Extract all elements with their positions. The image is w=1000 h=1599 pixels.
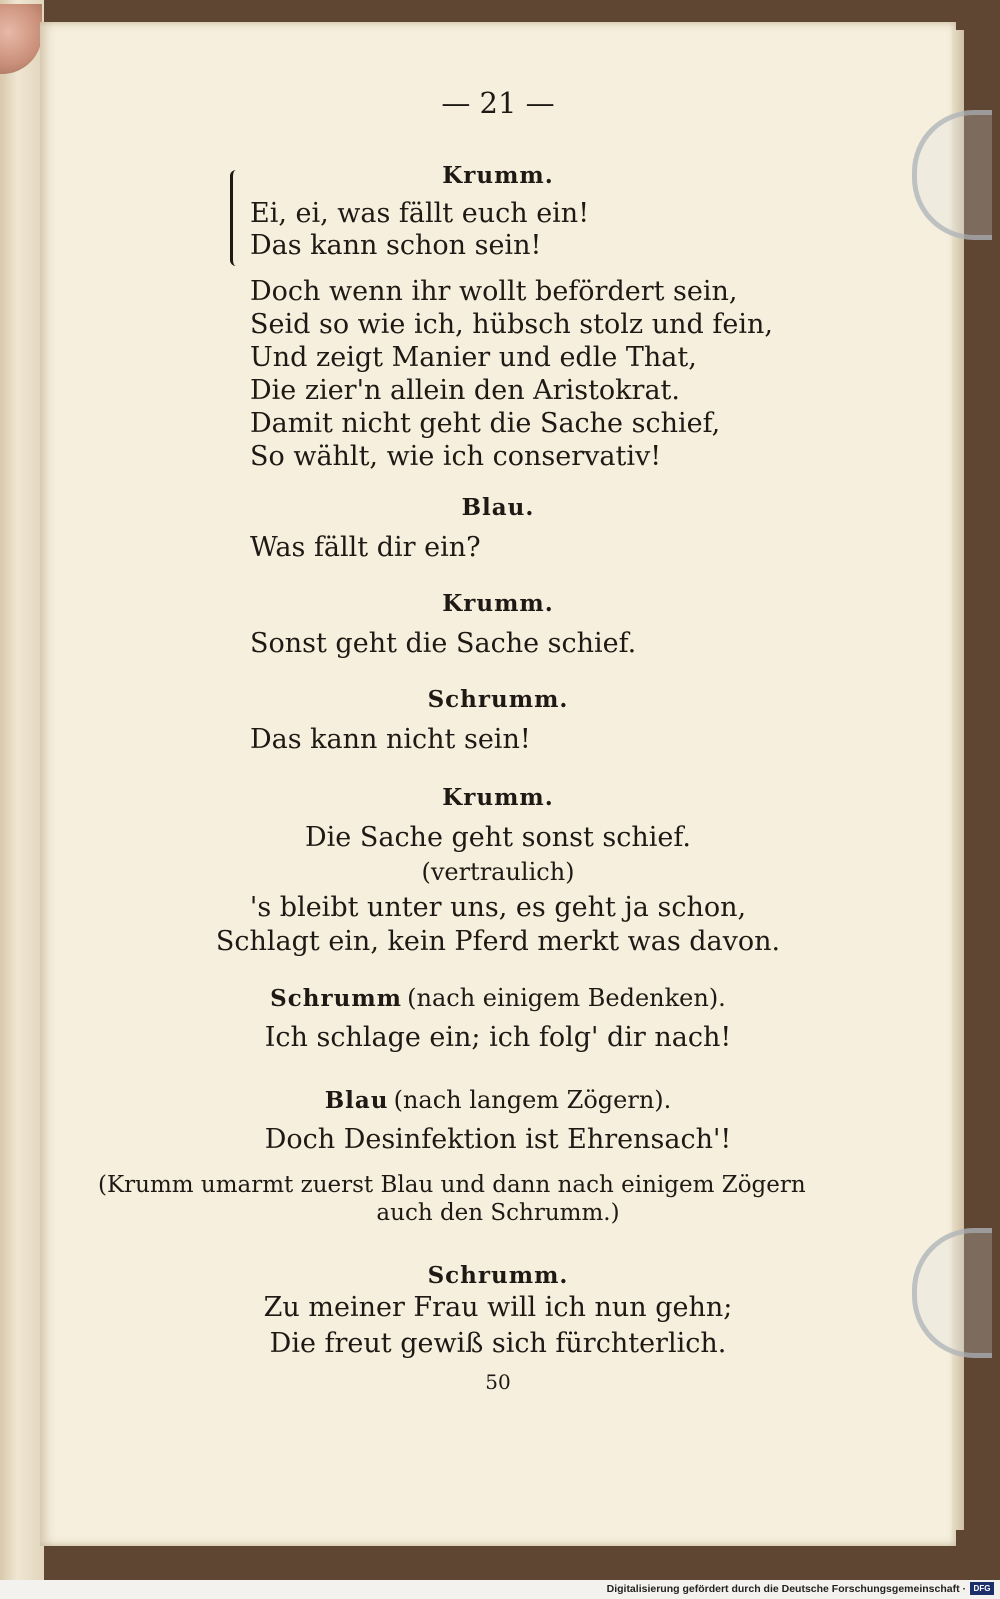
footer-credit: Digitalisierung gefördert durch die Deutsche Forschungsgemeinschaft ·: [606, 1583, 966, 1595]
speaker-blau: Blau: [324, 1087, 389, 1114]
speaker-krumm: Krumm.: [442, 162, 554, 189]
verse-line: So wählt, wie ich conservativ!: [250, 441, 662, 472]
verse-line: 's bleibt unter uns, es geht ja schon,: [249, 892, 747, 923]
verse-line: Die Sache geht sonst schief.: [305, 822, 691, 853]
stage-direction: (vertraulich): [421, 858, 575, 886]
stage-direction: auch den Schrumm.): [376, 1200, 620, 1226]
verse-line: Was fällt dir ein?: [250, 532, 481, 563]
verse-line: Schlagt ein, kein Pferd merkt was davon.: [215, 926, 781, 957]
dfg-logo: DFG: [970, 1582, 994, 1595]
stage-direction: (nach langem Zögern).: [393, 1086, 672, 1114]
speaker-krumm: Krumm.: [442, 784, 554, 811]
speaker-schrumm: Schrumm: [270, 985, 403, 1012]
speaker-line-blau: [40, 1086, 956, 1114]
verse-line: Sonst geht die Sache schief.: [250, 628, 637, 659]
verse-line: Die zier'n allein den Aristokrat.: [250, 375, 680, 406]
speaker-schrumm: Schrumm.: [427, 686, 569, 713]
verse-line: Das kann schon sein!: [250, 230, 542, 261]
previous-page-edge: [0, 0, 44, 1580]
verse-line: Zu meiner Frau will ich nun gehn;: [263, 1292, 733, 1323]
verse-line: Seid so wie ich, hübsch stolz und fein,: [250, 309, 773, 340]
page-number: 50: [485, 1370, 511, 1394]
verse-line: Ich schlage ein; ich folg' dir nach!: [264, 1022, 732, 1053]
speaker-schrumm: Schrumm.: [427, 1262, 569, 1289]
verse-line: Und zeigt Manier und edle That,: [250, 342, 697, 373]
stage-direction: (Krumm umarmt zuerst Blau und dann nach einigem Zögern: [98, 1172, 806, 1198]
speaker-blau: Blau.: [461, 494, 535, 521]
verse-line: Die freut gewiß sich fürchterlich.: [269, 1328, 727, 1359]
speaker-line-schrumm: [40, 984, 956, 1012]
stage-direction: (nach einigem Bedenken).: [407, 984, 726, 1012]
page-content: [40, 22, 956, 1546]
verse-line: Ei, ei, was fällt euch ein!: [250, 198, 590, 229]
verse-line: Das kann nicht sein!: [250, 724, 531, 755]
verse-line: Damit nicht geht die Sache schief,: [250, 408, 721, 439]
footer-bar: [0, 1580, 1000, 1599]
verse-line: Doch wenn ihr wollt befördert sein,: [250, 276, 738, 307]
verse-line: Doch Desinfektion ist Ehrensach'!: [264, 1124, 732, 1155]
page-header: — 21 —: [441, 86, 555, 120]
speaker-krumm: Krumm.: [442, 590, 554, 617]
